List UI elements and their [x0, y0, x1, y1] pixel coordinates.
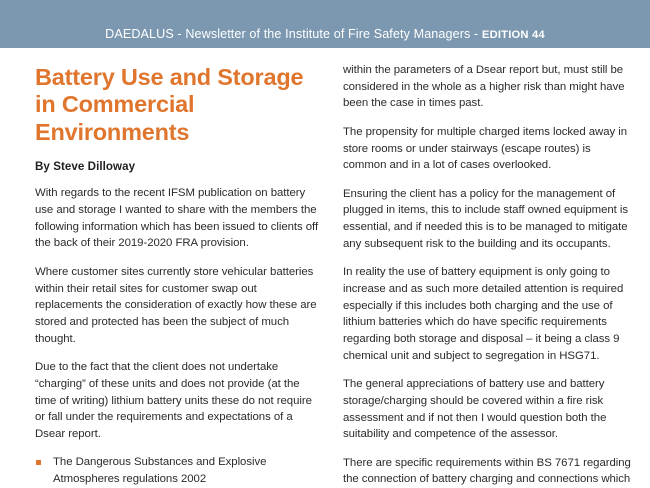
- article-byline: By Steve Dilloway: [35, 160, 136, 174]
- right-paragraph-6: There are specific requirements within BS 7671 regarding the connection of battery charging and connections which: [343, 456, 631, 486]
- list-item-label: The Dangerous Substances and Explosive Atmospheres regulations 2002: [53, 456, 267, 486]
- list-item: [35, 454, 320, 487]
- right-column: [343, 48, 633, 488]
- right-paragraph-3: Ensuring the client has a policy for the management of plugged in items, this to include staff owned equipment is essential, and if needed this is to be managed to mitigate any subsequent risk to the building and its occupants.: [343, 187, 628, 250]
- left-column: [35, 48, 320, 488]
- article-headline: Battery Use and Storage in Commercial Environments: [35, 64, 304, 145]
- masthead-title-text: DAEDALUS - Newsletter of the Institute of Fire Safety Managers -: [105, 27, 482, 41]
- masthead-edition-label: EDITION 44: [481, 29, 545, 41]
- right-paragraph-2: The propensity for multiple charged items locked away in store rooms or under stairways (escape routes) is common and in a lot of cases overlooked.: [343, 125, 628, 172]
- masthead-title: [105, 27, 545, 41]
- left-paragraph-3: Due to the fact that the client does not undertake “charging” of these units and does not provide (at the time of writing) lithium battery units these do not require or fall under the requirements and expectations of a Dsear report.: [35, 361, 312, 440]
- square-bullet-icon: [36, 460, 41, 465]
- regulations-bullet-list: [35, 442, 320, 487]
- article-content: [0, 48, 650, 486]
- right-paragraph-5: The general appreciations of battery use and battery storage/charging should be covered within a fire risk assessment and if not then I would question both the suitability and competence of the assessor.: [343, 378, 607, 441]
- masthead-banner: [0, 0, 650, 48]
- right-paragraph-1: within the parameters of a Dsear report but, must still be considered in the whole as a higher risk than might have been the case in times past.: [343, 64, 625, 110]
- right-paragraph-4: In reality the use of battery equipment is only going to increase and as such more detailed attention is required especially if this includes both charging and the use of lithium batteries which do have specific requirements regarding both storage and disposal – it being a class 9 chemical unit and subject to segregation in HSG71.: [343, 266, 624, 362]
- left-paragraph-2: Where customer sites currently store vehicular batteries within their retail sites for customer swap out replacements the consideration of exactly how these are stored and protected has been the subject of much thought.: [35, 266, 317, 345]
- left-paragraph-1: With regards to the recent IFSM publication on battery use and storage I wanted to share with the members the following information which has been issued to clients off the back of their 2019-2020 FRA provision.: [35, 187, 319, 250]
